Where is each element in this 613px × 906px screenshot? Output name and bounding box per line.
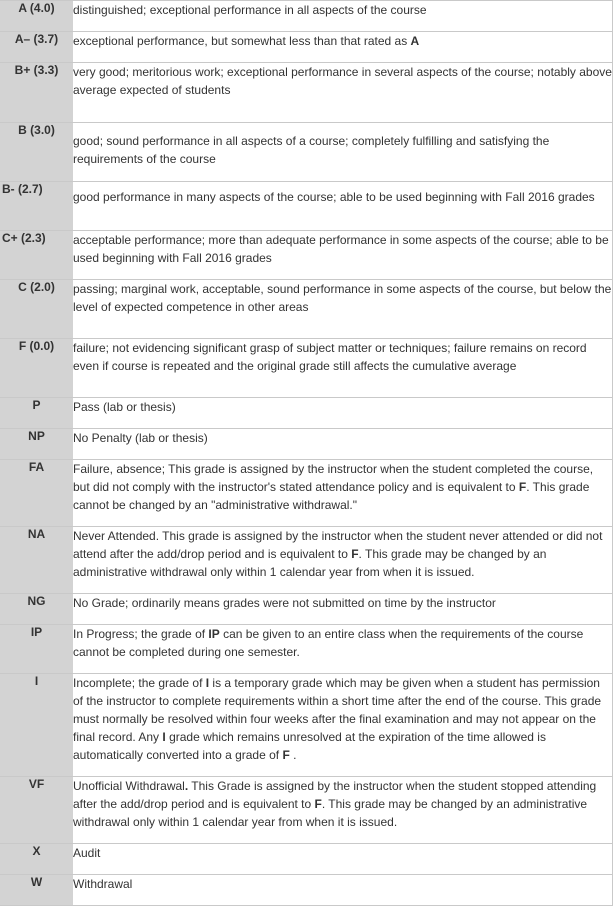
table-row [0, 594, 613, 625]
description-cell: Failure, absence; This grade is assigned by the instructor when the student completed the course, but did not comply with the instructor's stated attendance policy and is equivalent to F. This grade cannot be changed by an "administrative withdrawal." [73, 460, 613, 527]
table-row [0, 339, 613, 398]
description-cell: No Grade; ordinarily means grades were not submitted on time by the instructor [73, 594, 613, 625]
description-cell: Audit [73, 844, 613, 875]
grade-cell: FA [0, 460, 73, 527]
description-cell: failure; not evidencing significant grasp of subject matter or techniques; failure remains on record even if course is repeated and the original grade still affects the cumulative average [73, 339, 613, 398]
description-cell: Unofficial Withdrawal. This Grade is assigned by the instructor when the student stopped attending after the add/drop period and is equivalent to F. This grade may be changed by an administrative withdrawal only within 1 calendar year from when it is issued. [73, 777, 613, 844]
grade-cell: C (2.0) [0, 280, 73, 339]
grade-cell: NG [0, 594, 73, 625]
table-row [0, 123, 613, 182]
table-row [0, 280, 613, 339]
table-row [0, 1, 613, 32]
table-row [0, 875, 613, 906]
table-row [0, 777, 613, 844]
description-cell: Incomplete; the grade of I is a temporary grade which may be given when a student has permission of the instructor to complete requirements within a short time after the end of the course. This grade must normally be resolved within four weeks after the final examination and may not appear on the final record. Any I grade which remains unresolved at the expiration of the time allowed is automatically converted into a grade of F . [73, 674, 613, 777]
grade-cell: NA [0, 527, 73, 594]
description-cell: passing; marginal work, acceptable, sound performance in some aspects of the course, but below the level of expected competence in other areas [73, 280, 613, 339]
table-row [0, 460, 613, 527]
grade-cell: W [0, 875, 73, 906]
description-cell: acceptable performance; more than adequate performance in some aspects of the course; able to be used beginning with Fall 2016 grades [73, 231, 613, 280]
table-row [0, 32, 613, 63]
table-row [0, 527, 613, 594]
table-row [0, 625, 613, 674]
description-cell: good; sound performance in all aspects of a course; completely fulfilling and satisfying the requirements of the course [73, 123, 613, 182]
grade-cell: VF [0, 777, 73, 844]
description-cell: Never Attended. This grade is assigned by the instructor when the student never attended or did not attend after the add/drop period and is equivalent to F. This grade may be changed by an administrative withdrawal only within 1 calendar year from when it is issued. [73, 527, 613, 594]
description-cell: In Progress; the grade of IP can be given to an entire class when the requirements of the course cannot be completed during one semester. [73, 625, 613, 674]
grade-cell: I [0, 674, 73, 777]
description-cell: Withdrawal [73, 875, 613, 906]
grade-cell: X [0, 844, 73, 875]
description-cell: good performance in many aspects of the course; able to be used beginning with Fall 2016 grades [73, 182, 613, 231]
description-cell: Pass (lab or thesis) [73, 398, 613, 429]
grade-cell: B- (2.7) [0, 182, 73, 231]
description-cell: exceptional performance, but somewhat less than that rated as A [73, 32, 613, 63]
table-row [0, 429, 613, 460]
grade-cell: P [0, 398, 73, 429]
table-row [0, 398, 613, 429]
table-row [0, 63, 613, 123]
grade-cell: IP [0, 625, 73, 674]
table-row [0, 674, 613, 777]
grade-cell: B (3.0) [0, 123, 73, 182]
grade-cell: NP [0, 429, 73, 460]
description-cell: No Penalty (lab or thesis) [73, 429, 613, 460]
description-cell: distinguished; exceptional performance in all aspects of the course [73, 1, 613, 32]
grade-cell: C+ (2.3) [0, 231, 73, 280]
description-cell: very good; meritorious work; exceptional performance in several aspects of the course; notably above average expected of students [73, 63, 613, 123]
grade-cell: A– (3.7) [0, 32, 73, 63]
grade-cell: F (0.0) [0, 339, 73, 398]
grade-cell: A (4.0) [0, 1, 73, 32]
table-row [0, 231, 613, 280]
grade-cell: B+ (3.3) [0, 63, 73, 123]
table-row [0, 182, 613, 231]
table-row [0, 844, 613, 875]
